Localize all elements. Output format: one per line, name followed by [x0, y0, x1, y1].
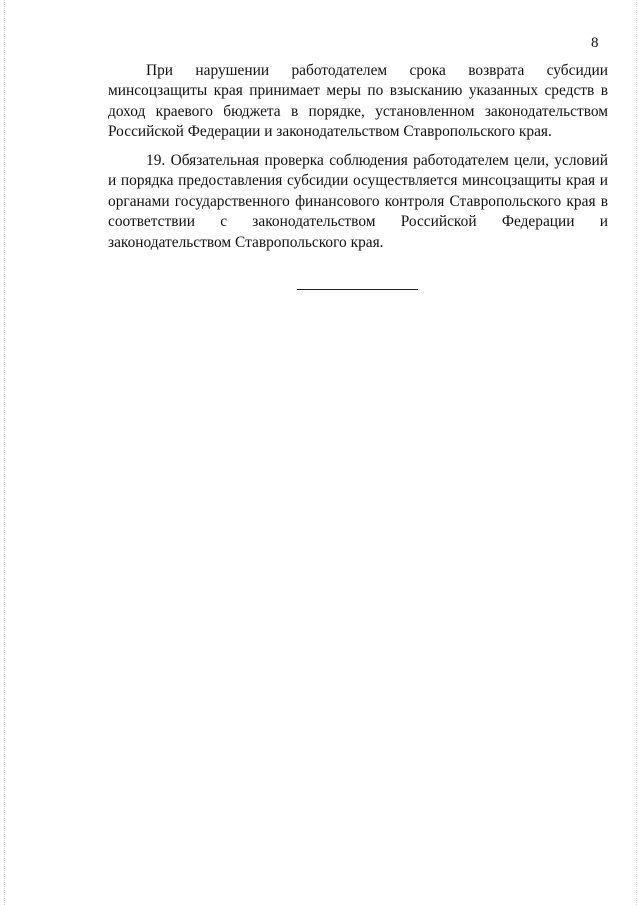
paragraph-19-verification: 19. Обязательная проверка соблюдения работодателем цели, условий и порядка предоставления субсидии осуществляется минсоцзащиты края и органами государственного финансового контроля Ставропольского края в соответствии с законодательством Российской Федерации и законодательством Ставропольского края.: [108, 152, 608, 251]
paragraph-subsidy-return: При нарушении работодателем срока возврата субсидии минсоцзащиты края принимает меры по взысканию указанных средств в доход краевого бюджета в порядке, установленном законодательством Российской Федерации и законодательством Ставропольского края.: [108, 62, 608, 141]
page-number: 8: [591, 35, 599, 51]
end-of-document-rule: [297, 289, 418, 290]
scan-edge-left: [4, 0, 5, 905]
scan-edge-right: [636, 0, 637, 905]
